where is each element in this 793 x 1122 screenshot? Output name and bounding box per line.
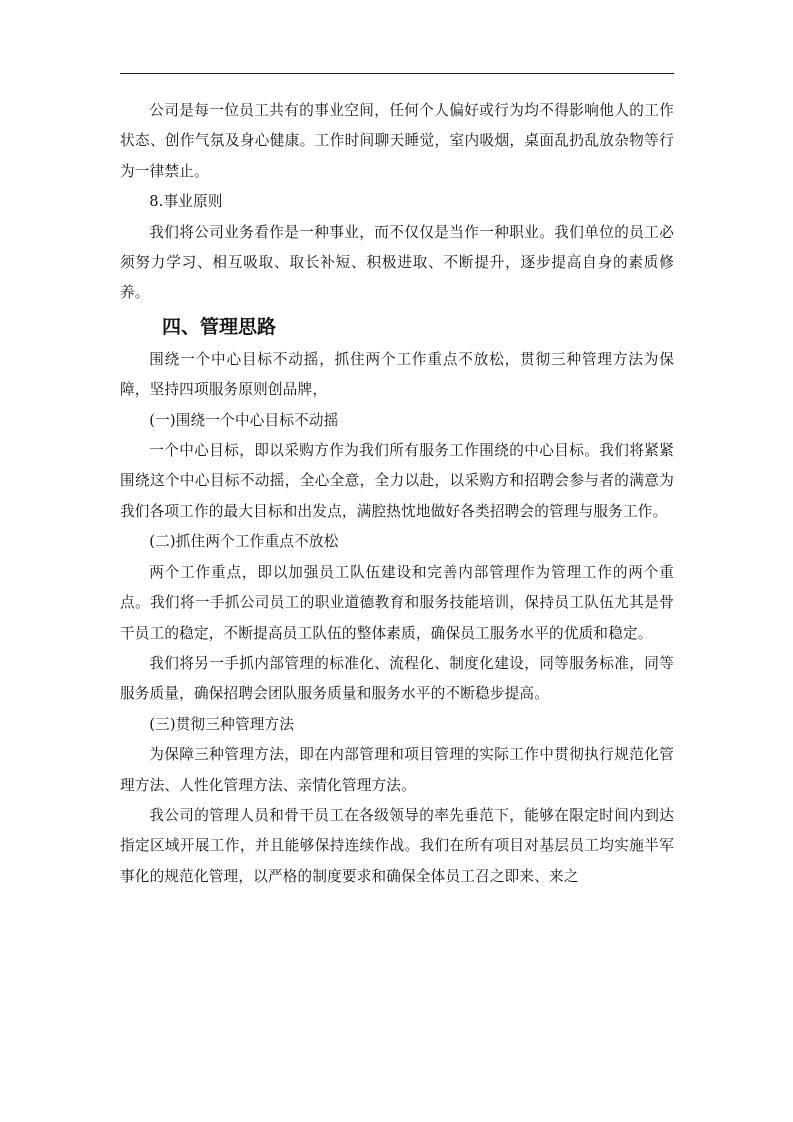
paragraph: (二)抓住两个工作重点不放松 xyxy=(149,533,339,551)
document-body xyxy=(120,96,674,892)
paragraph: 我们将公司业务看作是一种事业，而不仅仅是当作一种职业。我们单位的员工必须努力学习、相互吸取、取长补短、积极进取、不断提升，逐步提高自身的素质修养。 xyxy=(120,223,674,302)
paragraph: 围绕一个中心目标不动摇，抓住两个工作重点不放松，贯彻三种管理方法为保障，坚持四项服务原则创品牌， xyxy=(120,350,674,399)
paragraph: 公司是每一位员工共有的事业空间，任何个人偏好或行为均不得影响他人的工作状态、创作气氛及身心健康。工作时间聊天睡觉，室内吸烟，桌面乱扔乱放杂物等行为一律禁止。 xyxy=(120,102,674,180)
paragraph: (三)贯彻三种管理方法 xyxy=(149,715,295,733)
paragraph: 我们将另一手抓内部管理的标准化、流程化、制度化建设，同等服务标准，同等服务质量，确保招聘会团队服务质量和服务水平的不断稳步提高。 xyxy=(120,654,674,703)
paragraph: 为保障三种管理方法，即在内部管理和项目管理的实际工作中贯彻执行规范化管理方法、人性化管理方法、亲情化管理方法。 xyxy=(120,746,674,794)
paragraph: 8.事业原则 xyxy=(149,193,223,211)
paragraph: (一)围绕一个中心目标不动摇 xyxy=(149,411,339,429)
header-rule xyxy=(120,73,674,74)
paragraph: 一个中心目标，即以采购方作为我们所有服务工作围绕的中心目标。我们将紧紧围绕这个中心目标不动摇，全心全意，全力以赴，以采购方和招聘会参与者的满意为我们各项工作的最大目标和出发点，满腔热忱地做好各类招聘会的管理与服务工作。 xyxy=(120,442,674,520)
paragraph: 我公司的管理人员和骨干员工在各级领导的率先垂范下，能够在限定时间内到达指定区域开展工作，并且能够保持连续作战。我们在所有项目对基层员工均实施半军事化的规范化管理，以严格的制度要求和确保全体员工召之即来、来之 xyxy=(120,806,674,885)
document-page xyxy=(120,0,674,1122)
paragraph: 两个工作重点，即以加强员工队伍建设和完善内部管理作为管理工作的两个重点。我们将一手抓公司员工的职业道德教育和服务技能培训，保持员工队伍尤其是骨干员工的稳定，不断提高员工队伍的整体素质，确保员工服务水平的优质和稳定。 xyxy=(120,563,674,642)
section-heading: 四、管理思路 xyxy=(162,315,277,338)
